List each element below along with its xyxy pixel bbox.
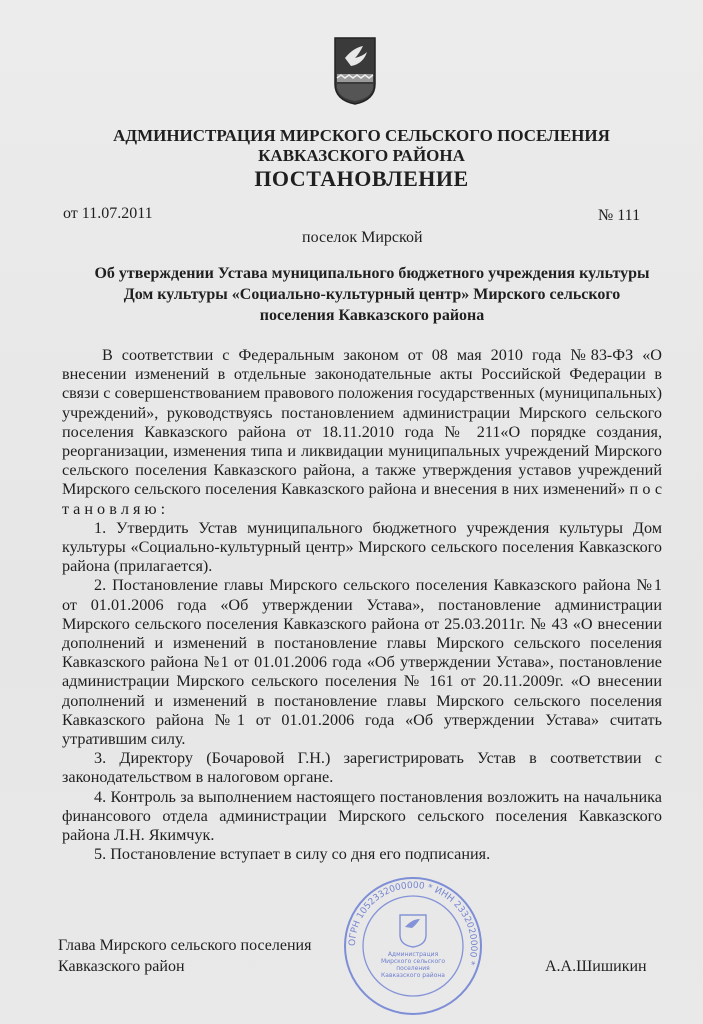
document-body: [62, 346, 662, 864]
official-stamp: [342, 875, 484, 1017]
document-title: Об утверждении Устава муниципального бюджетного учреждения культуры Дом культуры «Социально-культурный центр» Мирского сельского поселения Кавказского района: [94, 265, 650, 324]
paragraph-item-4: 4. Контроль за выполнением настоящего постановления возложить на начальника финансового отдела администрации Мирского сельского поселения Кавказского района Л.Н. Якимчук.: [62, 787, 662, 845]
stamp-center-text: Администрация Мирского сельского поселения Кавказского района: [381, 951, 445, 979]
document-date: от 11.07.2011: [63, 205, 153, 222]
signature-name: А.А.Шишикин: [545, 958, 647, 975]
org-name-line-2: КАВКАЗСКОГО РАЙОНА: [258, 146, 465, 165]
signature-position: [58, 935, 311, 977]
signature-position-line-2: Кавказского район: [58, 958, 185, 975]
document-type: ПОСТАНОВЛЕНИЕ: [254, 166, 469, 191]
document-number: № 111: [598, 207, 641, 224]
paragraph-preamble: В соответствии с Федеральным законом от 08 мая 2010 года №83-ФЗ «О внесении изменений в отдельные законодательные акты Российской Федерации в связи с совершенствованием правового положения государственных (муниципальных) учреждений», руководствуясь постановлением администрации Мирского сельского поселения Кавказского района от 18.11.2010 года № 211«О порядке создания, реорганизации, изменения типа и ликвидации муниципальных учреждений Мирского сельского поселения Кавказского района, а также утверждения уставов учреждений Мирского сельского поселения Кавказского района и внесения в них изменений» п о с т а н о в л я ю :: [62, 346, 662, 518]
paragraph-item-5: 5. Постановление вступает в силу со дня его подписания.: [94, 845, 491, 864]
document-place: поселок Мирской: [302, 229, 423, 246]
org-name-line-1: АДМИНИСТРАЦИЯ МИРСКОГО СЕЛЬСКОГО ПОСЕЛЕНИЯ: [113, 126, 610, 145]
paragraph-item-1: 1. Утвердить Устав муниципального бюджетного учреждения культуры Дом культуры «Социально-культурный центр» Мирского сельского поселения Кавказского района (прилагается).: [62, 518, 662, 576]
paragraph-item-3: 3. Директору (Бочаровой Г.Н.) зарегистрировать Устав в соответствии с законодательством в налоговом органе.: [62, 749, 662, 787]
signature-position-line-1: Глава Мирского сельского поселения: [58, 937, 312, 954]
paragraph-item-2: 2. Постановление главы Мирского сельского поселения Кавказского района №1 от 01.01.2006 года «Об утверждении Устава», постановление администрации Мирского сельского поселения Кавказского района от 25.03.2011г. № 43 «О внесении дополнений и изменений в постановление главы Мирского сельского поселения Кавказского района №1 от 01.01.2006 года «Об утверждении Устава», постановление администрации Мирского сельского поселения № 161 от 20.11.2009г. «О внесении дополнений и изменений в постановление главы Мирского сельского поселения Кавказского района №1 от 01.01.2006 года «Об утверждении Устава» считать утратившим силу.: [62, 576, 662, 749]
stamp-emblem-icon: [400, 915, 426, 947]
stamp-ring-text: ОГРН 1052332000000 * ИНН 2332020000 *: [347, 880, 479, 967]
coat-of-arms-icon: [333, 36, 377, 106]
